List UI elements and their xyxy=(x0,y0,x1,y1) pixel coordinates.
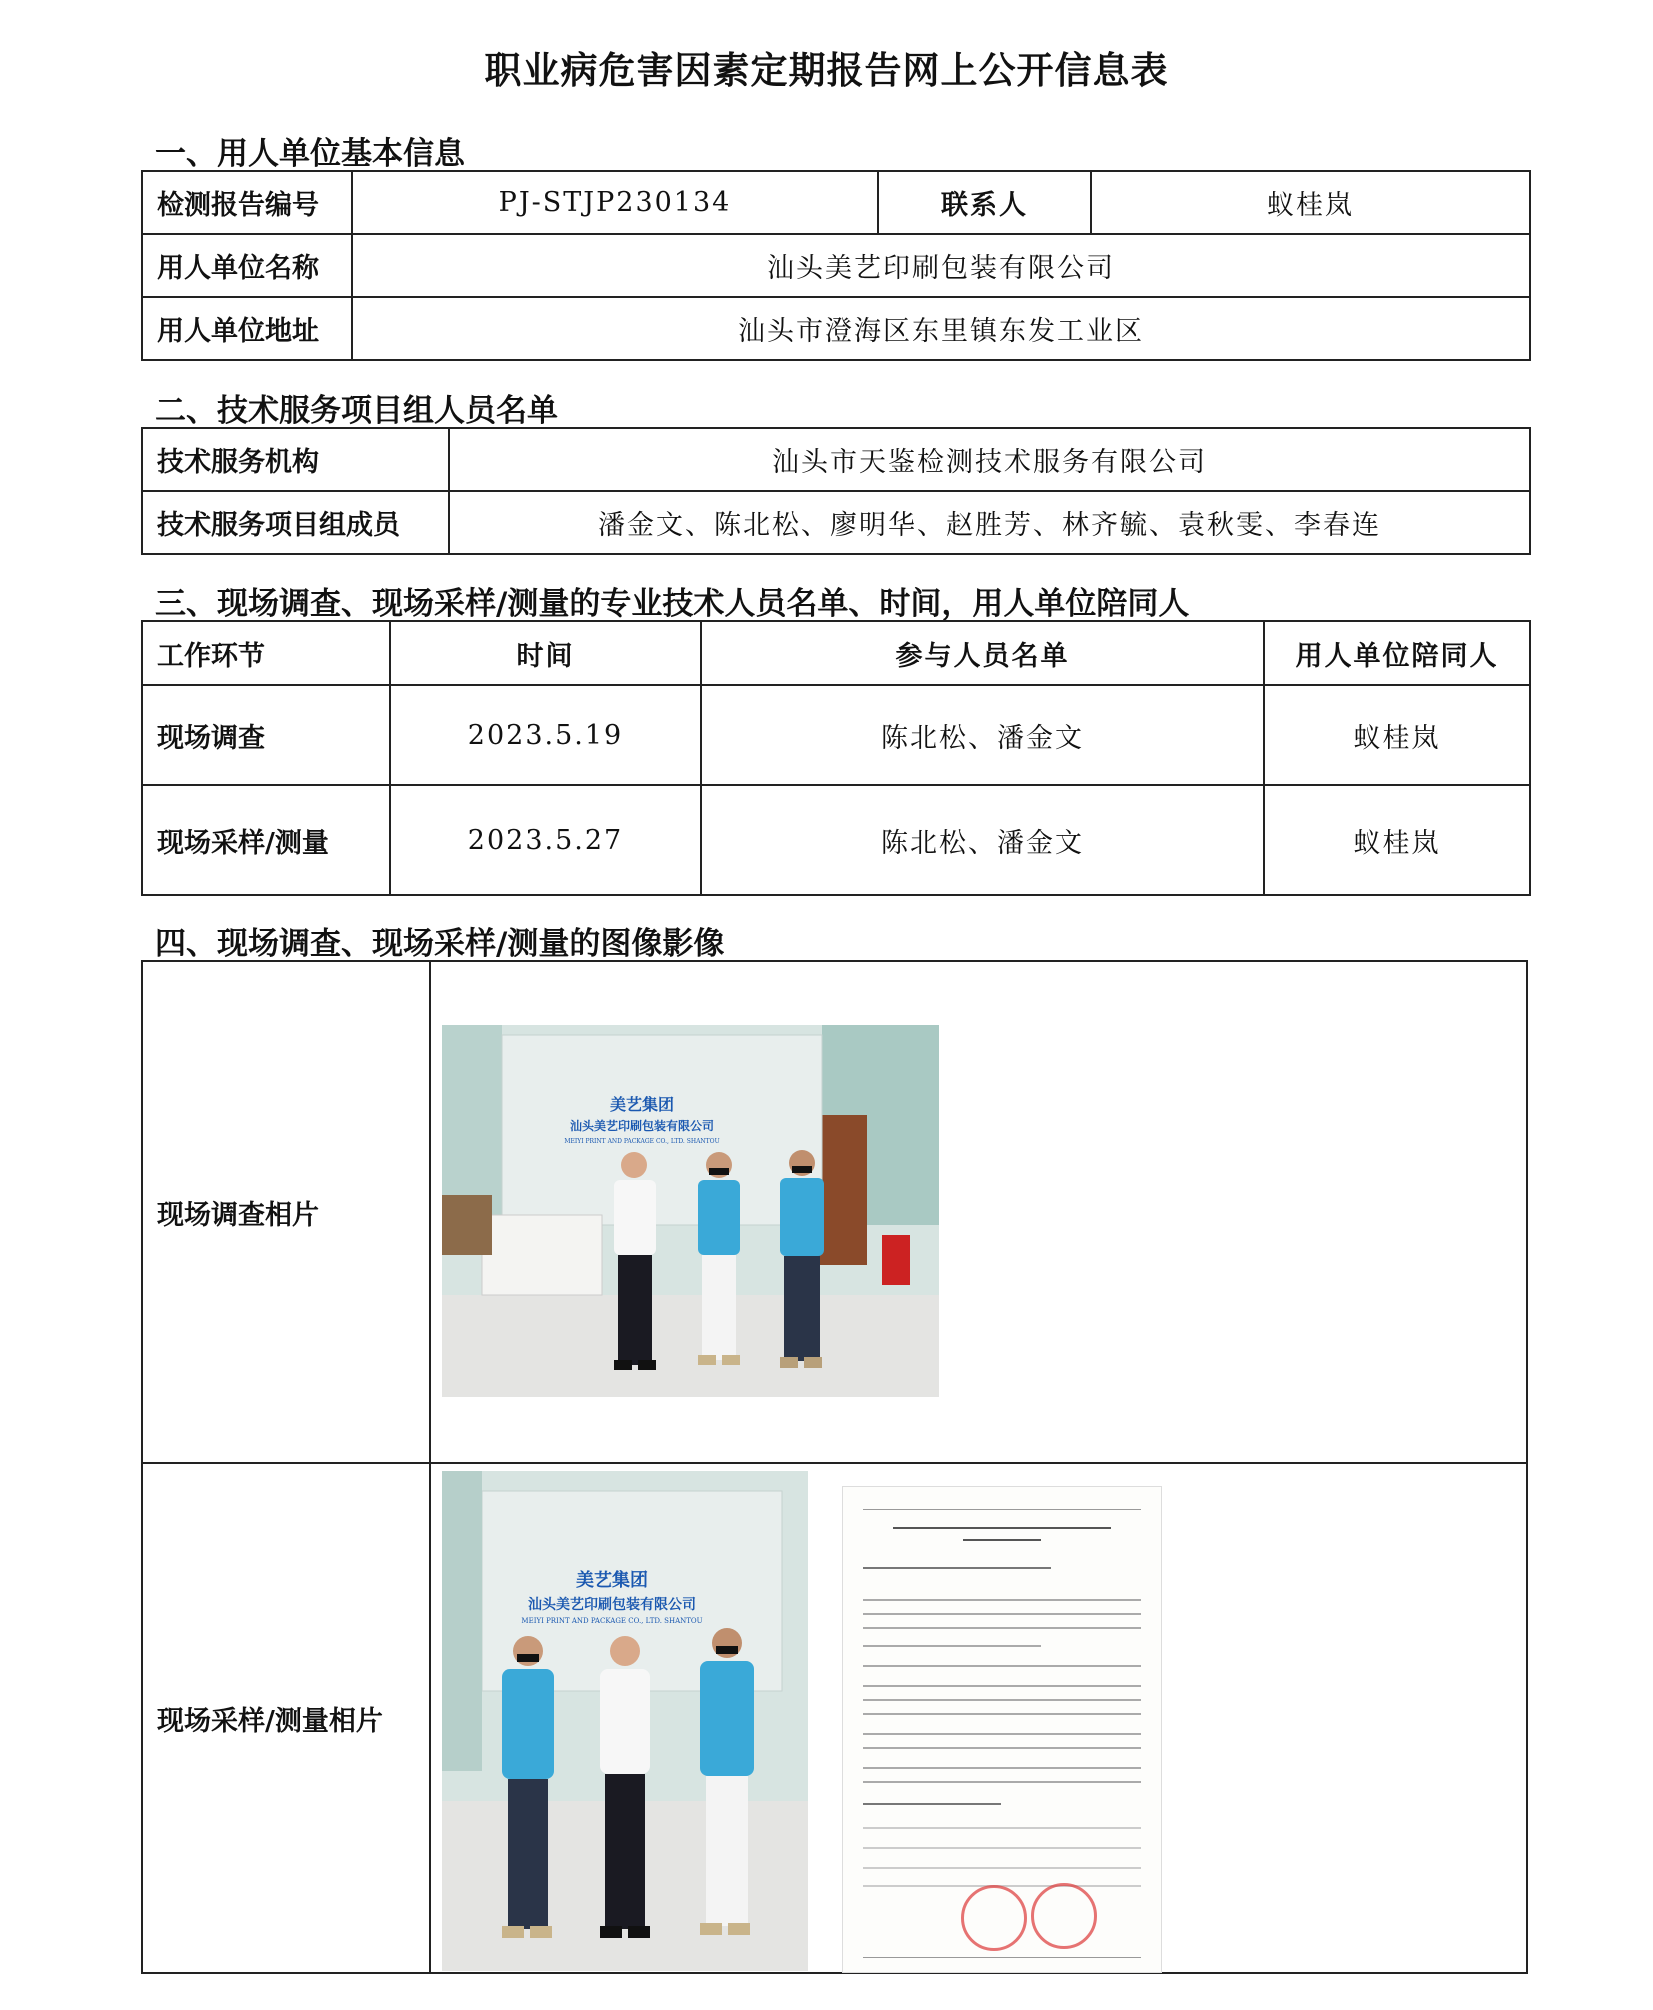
report-no-label: 检测报告编号 xyxy=(142,171,352,234)
escort-cell: 蚁桂岚 xyxy=(1264,685,1530,785)
survey-photo xyxy=(442,1025,939,1397)
date-cell: 2023.5.27 xyxy=(390,785,701,895)
person-figure xyxy=(700,1628,754,1935)
section1-heading: 一、用人单位基本信息 xyxy=(155,136,465,172)
contact-value: 蚁桂岚 xyxy=(1091,171,1530,234)
person-figure xyxy=(502,1636,554,1938)
company-label: 用人单位名称 xyxy=(142,234,352,297)
contact-label: 联系人 xyxy=(878,171,1091,234)
table-row xyxy=(142,785,1530,895)
team-table xyxy=(141,427,1531,555)
report-no-value: PJ-STJP230134 xyxy=(352,171,878,234)
sign-english-text: MEIYI PRINT AND PACKAGE CO., LTD. SHANTOU xyxy=(521,1617,703,1625)
stage-cell: 现场采样/测量 xyxy=(142,785,390,895)
person-figure xyxy=(614,1152,656,1370)
person-figure xyxy=(698,1152,740,1365)
survey-photo-label: 现场调查相片 xyxy=(142,961,430,1463)
org-value: 汕头市天鉴检测技术服务有限公司 xyxy=(449,428,1530,491)
schedule-table xyxy=(141,620,1531,896)
members-value: 潘金文、陈北松、廖明华、赵胜芳、林齐毓、袁秋雯、李春连 xyxy=(449,491,1530,554)
header-staff: 参与人员名单 xyxy=(701,621,1264,685)
header-escort: 用人单位陪同人 xyxy=(1264,621,1530,685)
company-value: 汕头美艺印刷包装有限公司 xyxy=(352,234,1530,297)
sampling-photo xyxy=(442,1471,808,1971)
red-seal-stamp xyxy=(961,1885,1027,1951)
org-label: 技术服务机构 xyxy=(142,428,449,491)
sign-company-text: 汕头美艺印刷包装有限公司 xyxy=(569,1119,715,1133)
members-label: 技术服务项目组成员 xyxy=(142,491,449,554)
red-seal-stamp xyxy=(1031,1883,1097,1949)
section4-heading: 四、现场调查、现场采样/测量的图像影像 xyxy=(155,926,725,962)
header-stage: 工作环节 xyxy=(142,621,390,685)
date-cell: 2023.5.19 xyxy=(390,685,701,785)
sign-brand-text: 美艺集团 xyxy=(609,1095,675,1114)
address-value: 汕头市澄海区东里镇东发工业区 xyxy=(352,297,1530,360)
section3-heading: 三、现场调查、现场采样/测量的专业技术人员名单、时间，用人单位陪同人 xyxy=(155,586,1190,622)
scanned-declaration-document xyxy=(842,1486,1162,1973)
sign-brand-text: 美艺集团 xyxy=(576,1570,648,1591)
sign-company-text: 汕头美艺印刷包装有限公司 xyxy=(528,1597,696,1613)
section2-heading: 二、技术服务项目组人员名单 xyxy=(155,393,558,429)
header-date: 时间 xyxy=(390,621,701,685)
sampling-photo-label: 现场采样/测量相片 xyxy=(142,1463,430,1973)
person-figure xyxy=(780,1150,824,1368)
person-figure xyxy=(600,1636,650,1938)
basic-info-table xyxy=(141,170,1531,361)
address-label: 用人单位地址 xyxy=(142,297,352,360)
table-row xyxy=(142,685,1530,785)
staff-cell: 陈北松、潘金文 xyxy=(701,685,1264,785)
sign-english-text: MEIYI PRINT AND PACKAGE CO., LTD. SHANTOU xyxy=(564,1138,720,1145)
escort-cell: 蚁桂岚 xyxy=(1264,785,1530,895)
page-title: 职业病危害因素定期报告网上公开信息表 xyxy=(484,48,1169,92)
stage-cell: 现场调查 xyxy=(142,685,390,785)
staff-cell: 陈北松、潘金文 xyxy=(701,785,1264,895)
